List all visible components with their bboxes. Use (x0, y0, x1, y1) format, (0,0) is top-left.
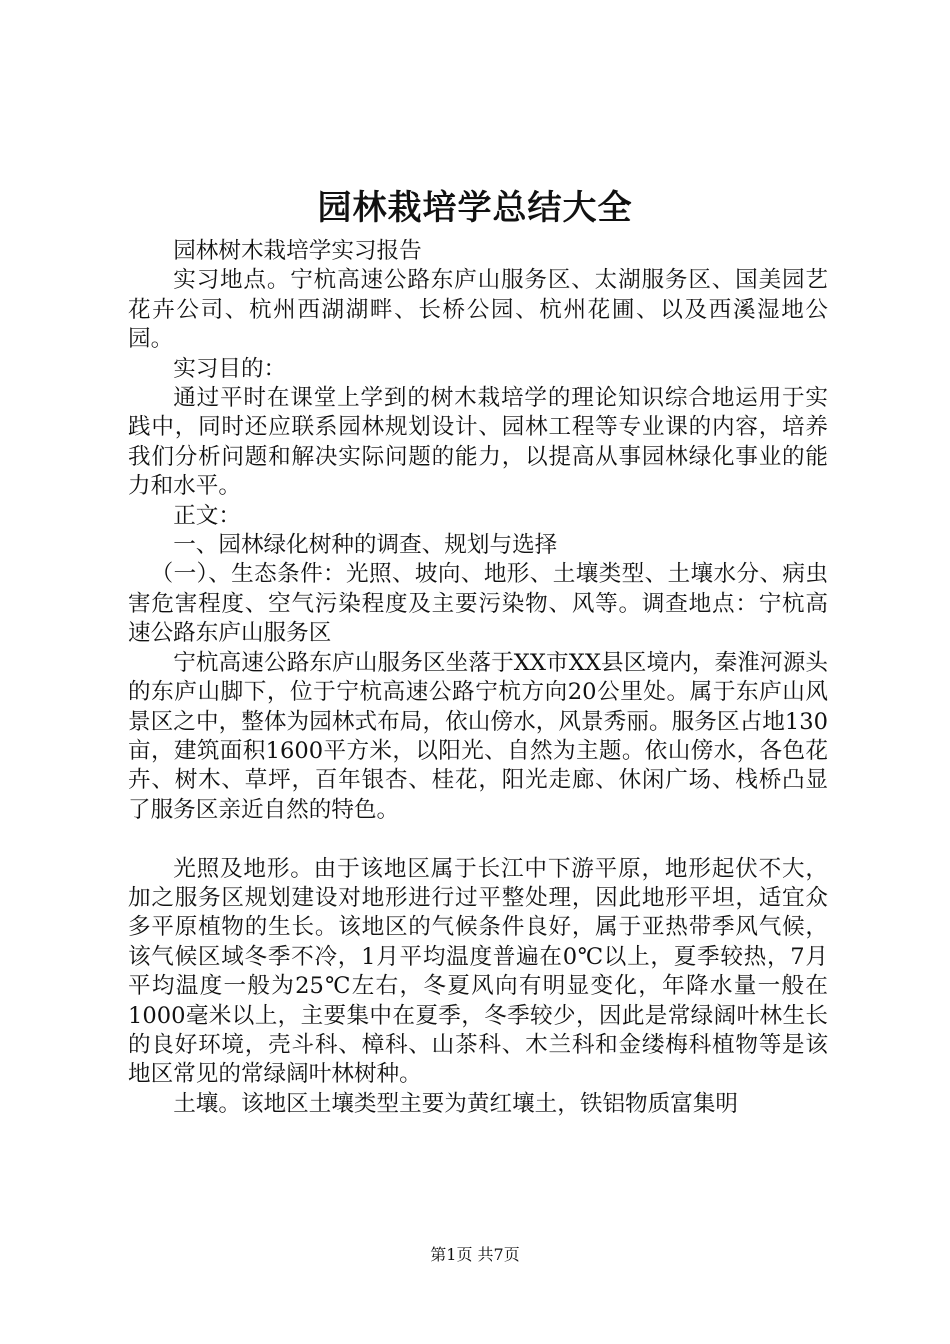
page-footer: 第1页 共7页 (430, 1245, 520, 1264)
paragraph-soil: 土壤。该地区土壤类型主要为黄红壤土，铁铝物质富集明 (173, 1090, 739, 1117)
document-title: 园林栽培学总结大全 (317, 188, 633, 228)
paragraph-ecological-conditions: （一）、生态条件：光照、坡向、地形、土壤类型、土壤水分、病虫害危害程度、空气污染程度及主要污染物、风等。调查地点：宁杭高速公路东庐山服务区 (128, 561, 828, 647)
document-body (128, 237, 828, 1119)
paragraph-purpose: 通过平时在课堂上学到的树木栽培学的理论知识综合地运用于实践中，同时还应联系园林规划设计、园林工程等专业课的内容，培养我们分析问题和解决实际问题的能力，以提高从事园林绿化事业的能力和水平。 (128, 385, 828, 500)
paragraph-service-area: 宁杭高速公路东庐山服务区坐落于XX市XX县区境内，秦淮河源头的东庐山脚下，位于宁杭高速公路宁杭方向20公里处。属于东庐山风景区之中，整体为园林式布局，依山傍水，风景秀丽。服务区占地130亩，建筑面积1600平方米，以阳光、自然为主题。依山傍水，各色花卉、树木、草坪，百年银杏、桂花，阳光走廊、休闲广场、栈桥凸显了服务区亲近自然的特色。 (128, 649, 828, 823)
paragraph-main-heading: 正文： (173, 502, 241, 529)
paragraph-light-terrain: 光照及地形。由于该地区属于长江中下游平原，地形起伏不大，加之服务区规划建设对地形进行过平整处理，因此地形平坦，适宜众多平原植物的生长。该地区的气候条件良好，属于亚热带季风气候，该气候区域冬季不冷，1月平均温度普遍在0℃以上，夏季较热，7月平均温度一般为25℃左右，冬夏风向有明显变化，年降水量一般在1000毫米以上，主要集中在夏季，冬季较少，因此是常绿阔叶林生长的良好环境，壳斗科、樟科、山茶科、木兰科和金缕梅科植物等是该地区常见的常绿阔叶林树种。 (128, 855, 828, 1088)
paragraph-purpose-heading: 实习目的： (173, 355, 287, 382)
paragraph-location: 实习地点。宁杭高速公路东庐山服务区、太湖服务区、国美园艺花卉公司、杭州西湖湖畔、长桥公园、杭州花圃、以及西溪湿地公园。 (128, 267, 828, 353)
paragraph-report-heading: 园林树木栽培学实习报告 (173, 238, 422, 264)
blank-line (128, 825, 828, 854)
paragraph-section-one: 一、园林绿化树种的调查、规划与选择 (173, 532, 558, 559)
